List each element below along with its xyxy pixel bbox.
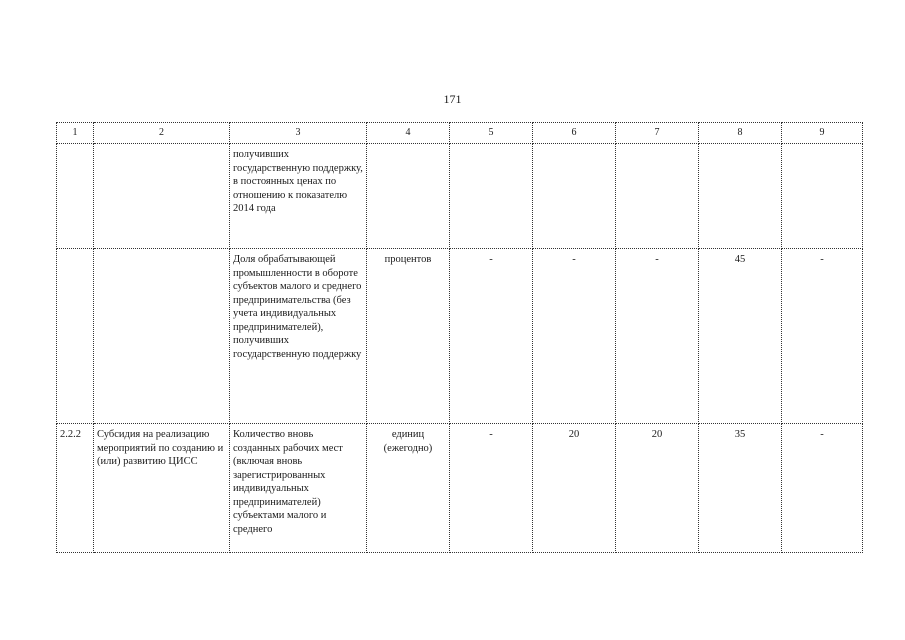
- measure-cell: Субсидия на реализацию мероприятий по созданию и (или) развитию ЦИСС: [94, 424, 230, 553]
- value-cell: -: [533, 249, 616, 424]
- indicators-table: [56, 122, 863, 553]
- value-cell: [699, 144, 782, 249]
- table-row: [57, 144, 863, 249]
- header-col-4: 4: [367, 123, 450, 144]
- value-cell: -: [782, 249, 863, 424]
- measure-cell: [94, 144, 230, 249]
- header-col-3: 3: [230, 123, 367, 144]
- value-cell: -: [450, 424, 533, 553]
- header-col-8: 8: [699, 123, 782, 144]
- value-cell: [616, 144, 699, 249]
- header-col-2: 2: [94, 123, 230, 144]
- unit-cell: единиц (ежегодно): [367, 424, 450, 553]
- value-cell: 20: [616, 424, 699, 553]
- value-cell: -: [450, 249, 533, 424]
- table-header-row: [57, 123, 863, 144]
- unit-cell: [367, 144, 450, 249]
- header-col-1: 1: [57, 123, 94, 144]
- indicator-cell: получивших государственную поддержку, в постоянных ценах по отношению к показателю 2014 года: [230, 144, 367, 249]
- value-cell: [782, 144, 863, 249]
- unit-cell: процентов: [367, 249, 450, 424]
- value-cell: 20: [533, 424, 616, 553]
- measure-cell: [94, 249, 230, 424]
- value-cell: -: [616, 249, 699, 424]
- row-number-cell: [57, 249, 94, 424]
- indicator-cell: Доля обрабатывающей промышленности в обороте субъектов малого и среднего предпринимательства (без учета индивидуальных предпринимателей), получивших государственную поддержку: [230, 249, 367, 424]
- value-cell: 45: [699, 249, 782, 424]
- header-col-9: 9: [782, 123, 863, 144]
- indicator-cell: Количество вновь созданных рабочих мест (включая вновь зарегистрированных индивидуальных предпринимателей) субъектами малого и среднего: [230, 424, 367, 553]
- row-number-cell: [57, 144, 94, 249]
- page-number: 171: [443, 92, 462, 106]
- header-col-6: 6: [533, 123, 616, 144]
- row-number-cell: 2.2.2: [57, 424, 94, 553]
- value-cell: [533, 144, 616, 249]
- value-cell: -: [782, 424, 863, 553]
- table-row: [57, 249, 863, 424]
- table-row: [57, 424, 863, 553]
- value-cell: 35: [699, 424, 782, 553]
- header-col-7: 7: [616, 123, 699, 144]
- value-cell: [450, 144, 533, 249]
- header-col-5: 5: [450, 123, 533, 144]
